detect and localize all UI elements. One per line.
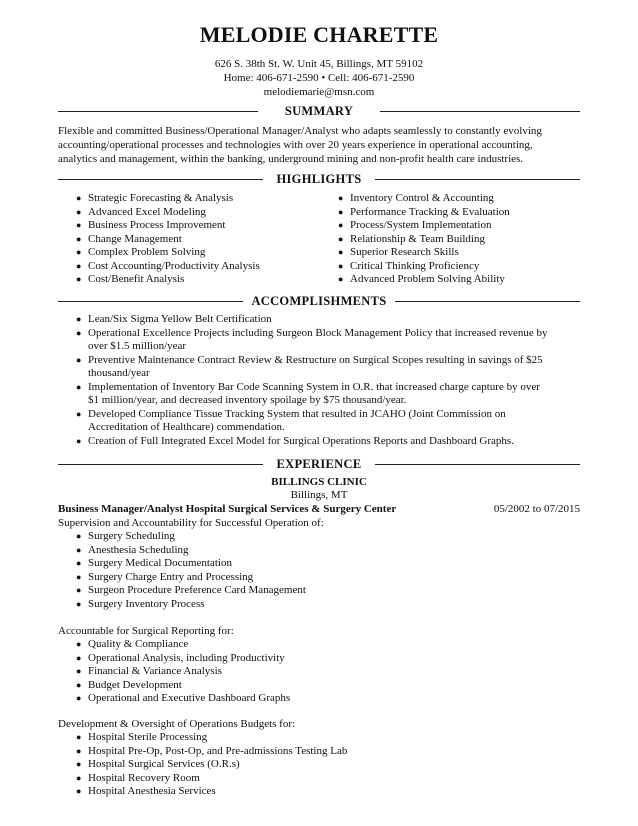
summary-text — [58, 124, 580, 166]
summary-line: Flexible and committed Business/Operational Manager/Analyst who adapts seamlessly to constantly evolving — [58, 125, 542, 137]
bullet-icon: ● — [338, 260, 344, 271]
bullet-icon: ● — [76, 693, 82, 703]
bullet-icon: ● — [76, 435, 82, 446]
list-item: ● Advanced Problem Solving Ability — [338, 273, 505, 285]
list-item: ● Hospital Anesthesia Services — [76, 785, 216, 797]
list-item: ● Superior Research Skills — [338, 246, 459, 258]
list-item: ● Relationship & Team Building — [338, 232, 485, 245]
bullet-icon: ● — [76, 247, 82, 257]
bullet-icon: ● — [76, 260, 82, 271]
list-item: ● Process/System Implementation — [338, 219, 492, 231]
summary-title: SUMMARY — [284, 104, 354, 118]
summary-heading — [58, 103, 580, 119]
email-line: melodiemarie@msn.com — [263, 86, 375, 98]
bullet-icon: ● — [76, 558, 82, 568]
list-item: ● Hospital Recovery Room — [76, 771, 200, 784]
budgets-list — [58, 731, 580, 799]
bullet-icon: ● — [76, 772, 82, 783]
list-item: ● Complex Problem Solving — [76, 246, 206, 258]
bullet-icon: ● — [76, 732, 82, 742]
bullet-icon: ● — [76, 220, 82, 230]
summary-line: accounting/operational processes and technologies with over 20 years experience in operational accounting, — [58, 139, 533, 151]
candidate-name: MELODIE CHARETTE — [199, 22, 439, 47]
bullet-icon: ● — [338, 220, 344, 230]
list-item: ● Anesthesia Scheduling — [76, 543, 189, 556]
list-item: ● Financial & Variance Analysis — [76, 665, 222, 677]
bullet-icon: ● — [76, 233, 82, 244]
bullet-icon: ● — [76, 327, 82, 338]
accomplishments-title: ACCOMPLISHMENTS — [251, 294, 387, 308]
bullet-icon: ● — [338, 233, 344, 244]
list-item: ● Budget Development — [76, 678, 182, 691]
bullet-icon: ● — [76, 759, 82, 769]
list-item: ● Surgery Inventory Process — [76, 597, 205, 610]
list-item: ● Surgery Medical Documentation — [76, 557, 232, 569]
list-item: ● Critical Thinking Proficiency — [338, 259, 480, 272]
bullet-icon: ● — [76, 531, 82, 541]
job-dates: 05/2002 to 07/2015 — [493, 503, 580, 515]
bullet-icon: ● — [76, 598, 82, 609]
bullet-icon: ● — [76, 786, 82, 796]
list-item: ● Change Management — [76, 232, 182, 245]
bullet-icon: ● — [76, 193, 82, 203]
bullet-icon: ● — [76, 639, 82, 649]
bullet-icon: ● — [76, 408, 82, 419]
list-item: ● Preventive Maintenance Contract Review & Restructure on Surgical Scopes resulting in savings of $25 thousand/year — [76, 353, 543, 379]
highlights-heading — [58, 171, 580, 187]
bullet-icon: ● — [76, 314, 82, 324]
list-item: ● Inventory Control & Accounting — [338, 192, 494, 204]
experience-title: EXPERIENCE — [276, 457, 362, 471]
bullet-icon: ● — [76, 354, 82, 365]
list-item: ● Hospital Sterile Processing — [76, 731, 208, 743]
accomplishments-heading — [58, 293, 580, 309]
bullet-icon: ● — [76, 206, 82, 217]
address-line: 626 S. 38th St. W. Unit 45, Billings, MT 59102 — [214, 58, 424, 70]
employer-name: BILLINGS CLINIC — [271, 476, 367, 488]
list-item: ● Surgery Charge Entry and Processing — [76, 570, 254, 583]
list-item: ● Business Process Improvement — [76, 219, 226, 231]
highlights-title: HIGHLIGHTS — [276, 172, 362, 186]
bullet-icon: ● — [76, 652, 82, 663]
list-item: ● Hospital Surgical Services (O.R.s) — [76, 758, 240, 770]
bullet-icon: ● — [76, 679, 82, 690]
reporting-list — [58, 638, 580, 706]
list-item: ● Cost Accounting/Productivity Analysis — [76, 259, 260, 272]
bullet-icon: ● — [338, 274, 344, 284]
list-item: ● Performance Tracking & Evaluation — [338, 205, 510, 218]
list-item: ● Operational and Executive Dashboard Graphs — [76, 692, 291, 704]
list-item: ● Operational Analysis, including Productivity — [76, 651, 285, 664]
bullet-icon: ● — [76, 666, 82, 676]
bullet-icon: ● — [338, 193, 344, 203]
list-item: ● Surgery Scheduling — [76, 530, 175, 542]
phone-line: Home: 406-671-2590 • Cell: 406-671-2590 — [223, 72, 415, 84]
bullet-icon: ● — [76, 381, 82, 392]
highlights-left-list — [58, 192, 328, 287]
list-item: ● Creation of Full Integrated Excel Model for Surgical Operations Reports and Dashboard Graphs. — [76, 434, 514, 447]
bullet-icon: ● — [76, 571, 82, 582]
list-item: ● Hospital Pre-Op, Post-Op, and Pre-admissions Testing Lab — [76, 744, 348, 757]
employer-location: Billings, MT — [290, 489, 348, 501]
bullet-icon: ● — [76, 544, 82, 555]
list-item: ● Developed Compliance Tissue Tracking System that resulted in JCAHO (Joint Commission on Accreditation of Healthcare) commendation. — [76, 407, 506, 433]
list-item: ● Operational Excellence Projects including Surgeon Block Management Policy that increased revenue by over $1.5 million/year — [76, 326, 548, 352]
job-title: Business Manager/Analyst Hospital Surgical Services & Surgery Center — [58, 503, 397, 515]
bullet-icon: ● — [76, 745, 82, 756]
bullet-icon: ● — [338, 247, 344, 257]
list-item: ● Implementation of Inventory Bar Code Scanning System in O.R. that increased charge capture by over $1 million/year, and decreased inventory spoilage by $75 thousand/year. — [76, 380, 540, 406]
group-intro: Accountable for Surgical Reporting for: — [58, 625, 234, 637]
group-intro: Development & Oversight of Operations Budgets for: — [58, 718, 296, 730]
accomplishments-list — [58, 313, 580, 448]
list-item: ● Lean/Six Sigma Yellow Belt Certification — [76, 313, 272, 325]
list-item: ● Quality & Compliance — [76, 638, 189, 650]
bullet-icon: ● — [338, 206, 344, 217]
experience-heading — [58, 456, 580, 472]
summary-line: analytics and management, within the banking, underground mining and non-profit health care industries. — [58, 153, 524, 165]
list-item: ● Strategic Forecasting & Analysis — [76, 192, 234, 204]
group-intro: Supervision and Accountability for Successful Operation of: — [58, 517, 324, 529]
supervision-list — [58, 530, 580, 611]
bullet-icon: ● — [76, 585, 82, 595]
list-item: ● Advanced Excel Modeling — [76, 205, 206, 218]
bullet-icon: ● — [76, 274, 82, 284]
highlights-right-list — [320, 192, 580, 287]
list-item: ● Cost/Benefit Analysis — [76, 273, 185, 285]
list-item: ● Surgeon Procedure Preference Card Management — [76, 584, 306, 596]
